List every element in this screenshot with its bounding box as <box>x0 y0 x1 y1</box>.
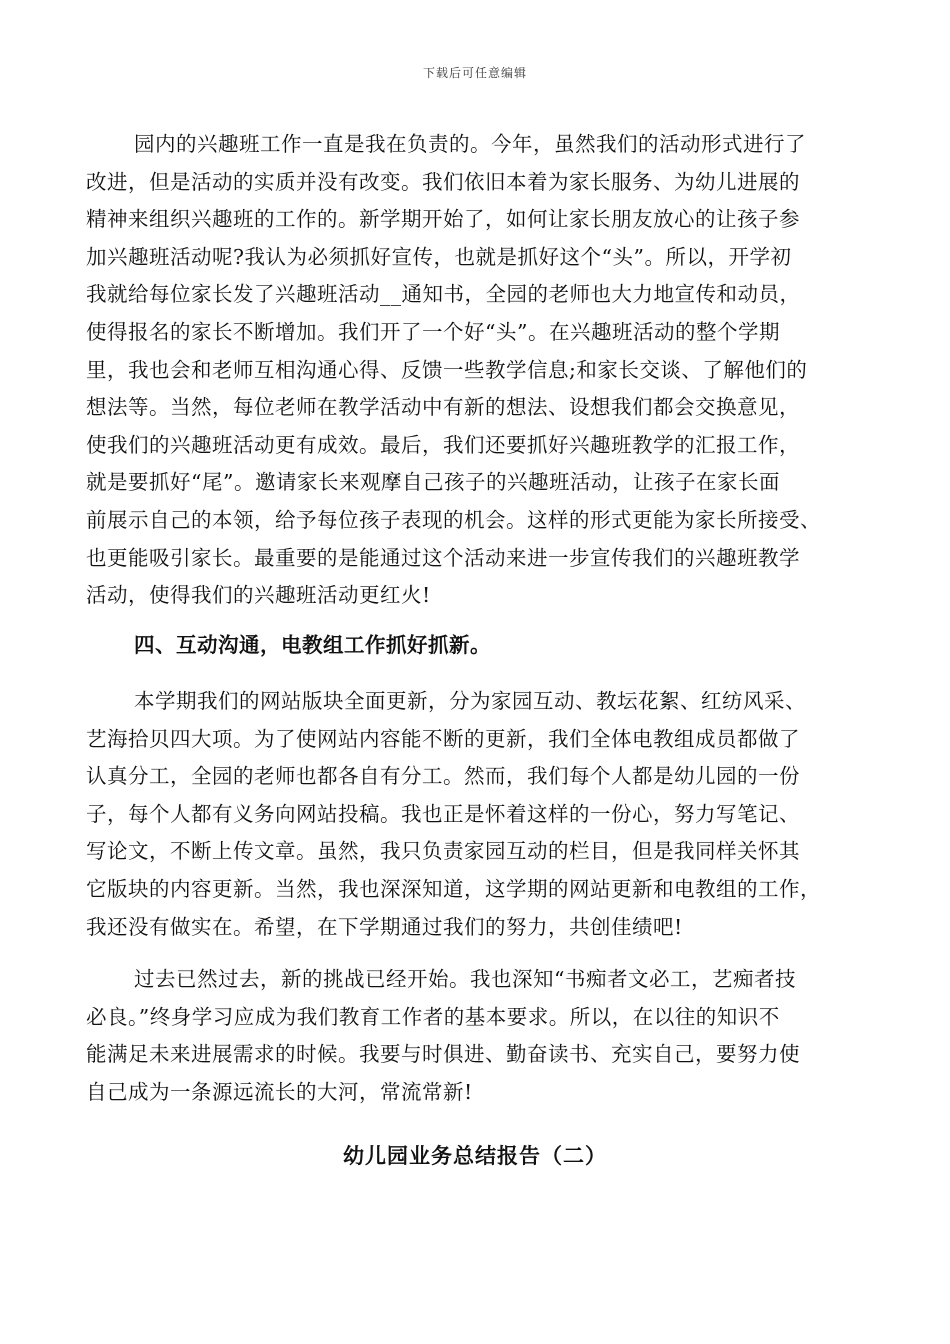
text-line: 活动，使得我们的兴趣班活动更红火! <box>86 583 431 608</box>
text-line: 它版块的内容更新。当然，我也深深知道，这学期的网站更新和电教组的工作， <box>86 876 821 901</box>
page-header: 下载后可任意编辑 <box>422 66 527 80</box>
text-line: 艺海拾贝四大项。为了使网站内容能不断的更新，我们全体电教组成员都做了 <box>86 726 800 751</box>
report-title: 幼儿园业务总结报告（二） <box>343 1143 607 1168</box>
text-line: 园内的兴趣班工作一直是我在负责的。今年，虽然我们的活动形式进行了 <box>134 132 806 156</box>
text-line: 想法等。当然，每位老师在教学活动中有新的想法、设想我们都会交换意见， <box>86 395 800 420</box>
text-line: 认真分工，全园的老师也都各自有分工。然而，我们每个人都是幼儿园的一份 <box>86 764 800 789</box>
text-line: 我就给每位家长发了兴趣班活动__通知书，全园的老师也大力地宣传和动员， <box>86 282 801 307</box>
text-line: 前展示自己的本领，给予每位孩子表现的机会。这样的形式更能为家长所接受、 <box>86 507 821 532</box>
text-line: 改进，但是活动的实质并没有改变。我们依旧本着为家长服务、为幼儿进展的 <box>86 169 800 194</box>
text-line: 写论文，不断上传文章。虽然，我只负责家园互动的栏目，但是我同样关怀其 <box>86 839 800 864</box>
paragraph-interest-class <box>86 126 866 615</box>
text-line: 过去已然过去，新的挑战已经开始。我也深知“书痴者文必工，艺痴者技 <box>134 967 796 991</box>
text-line: 加兴趣班活动呢?我认为必须抓好宣传，也就是抓好这个“头”。所以，开学初 <box>86 244 792 269</box>
paragraph-closing <box>86 961 866 1111</box>
paragraph-website <box>86 683 866 946</box>
text-line: 使我们的兴趣班活动更有成效。最后，我们还要抓好兴趣班教学的汇报工作， <box>86 432 800 457</box>
text-line: 使得报名的家长不断增加。我们开了一个好“头”。在兴趣班活动的整个学期 <box>86 319 780 344</box>
section-heading: 四、互动沟通，电教组工作抓好抓新。 <box>134 633 491 657</box>
text-line: 必良。”终身学习应成为我们教育工作者的基本要求。所以，在以往的知识不 <box>86 1004 780 1029</box>
text-line: 自己成为一条源远流长的大河，常流常新! <box>86 1079 473 1104</box>
text-line: 精神来组织兴趣班的工作的。新学期开始了，如何让家长朋友放心的让孩子参 <box>86 207 800 232</box>
text-line: 子，每个人都有义务向网站投稿。我也正是怀着这样的一份心，努力写笔记、 <box>86 801 800 826</box>
text-line: 能满足未来进展需求的时候。我要与时俱进、勤奋读书、充实自己，要努力使 <box>86 1042 800 1067</box>
text-line: 就是要抓好“尾”。邀请家长来观摩自己孩子的兴趣班活动，让孩子在家长面 <box>86 470 780 495</box>
text-line: 也更能吸引家长。最重要的是能通过这个活动来进一步宣传我们的兴趣班教学 <box>86 545 800 570</box>
text-line: 我还没有做实在。希望，在下学期通过我们的努力，共创佳绩吧! <box>86 914 683 939</box>
text-line: 本学期我们的网站版块全面更新，分为家园互动、教坛花絮、红纺风采、 <box>134 689 806 713</box>
text-line: 里，我也会和老师互相沟通心得、反馈一些教学信息;和家长交谈、了解他们的 <box>86 357 808 382</box>
